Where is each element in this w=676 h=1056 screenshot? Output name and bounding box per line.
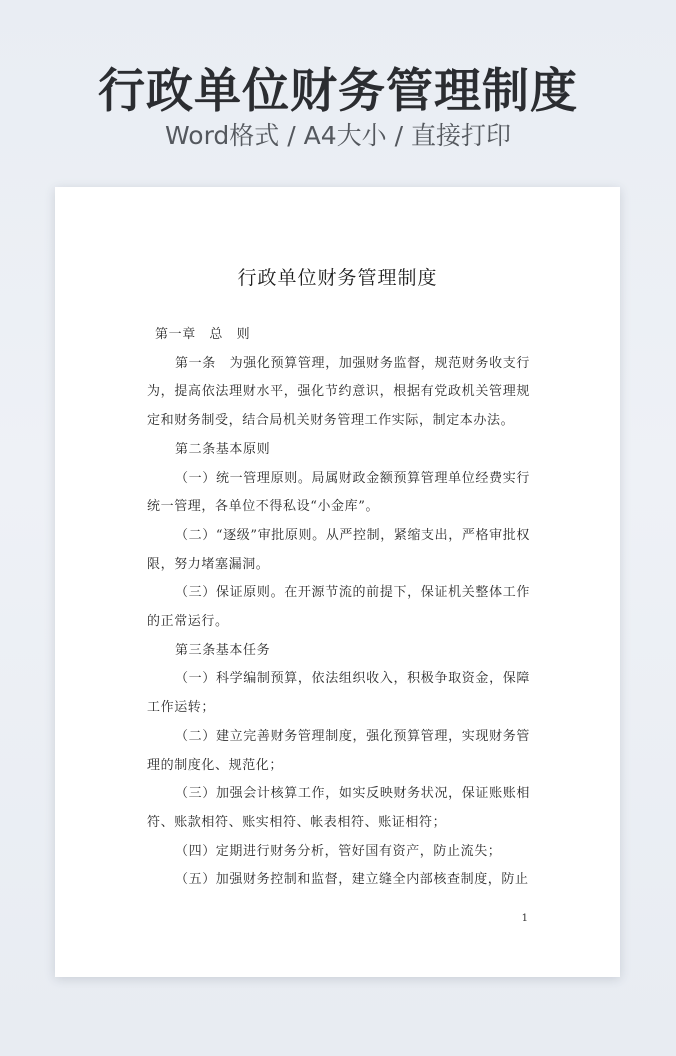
chapter-heading: 第一章 总 则	[155, 327, 251, 342]
article-3-item-5: （五）加强财务控制和监督，建立缝全内部核查制度，防止	[175, 872, 529, 888]
article-2-item-3: （三）保证原则。在开源节流的前提下，保证机关整体工作的正常运行。	[147, 585, 530, 630]
article-2-item-1: （一）统一管理原则。局属财政金额预算管理单位经费实行统一管理，各单位不得私设“小金库”。	[147, 470, 530, 515]
article-3-item-4: （四）定期进行财务分析，管好国有资产，防止流失；	[175, 843, 502, 859]
article-2-item-2: （二）“逐级”审批原则。从严控制，紧缩支出，严格审批权限，努力堵塞漏洞。	[147, 527, 530, 572]
document-page	[55, 187, 620, 977]
page-number: 1	[521, 913, 528, 924]
article-1: 第一条 为强化预算管理，加强财务监督，规范财务收支行为，提高依法理财水平，强化节约意识，根据有党政机关管理规定和财务制受，结合局机关财务管理工作实际，制定本办法。	[147, 355, 530, 429]
article-3-heading: 第三条基本任务	[175, 642, 271, 658]
document-body	[147, 321, 530, 895]
article-3-item-2: （二）建立完善财务管理制度，强化预算管理，实现财务管理的制度化、规范化；	[147, 728, 530, 773]
banner-subtitle: Word格式 / A4大小 / 直接打印	[165, 121, 511, 150]
article-3-item-3: （三）加强会计核算工作，如实反映财务状况，保证账账相符、账款相符、账实相符、帐表相符、账证相符；	[147, 786, 530, 830]
banner-title: 行政单位财务管理制度	[98, 64, 578, 119]
document-title: 行政单位财务管理制度	[237, 267, 438, 289]
article-3-item-1: （一）科学编制预算，依法组织收入，积极争取资金，保障工作运转；	[147, 671, 530, 716]
article-2-heading: 第二条基本原则	[175, 441, 271, 457]
